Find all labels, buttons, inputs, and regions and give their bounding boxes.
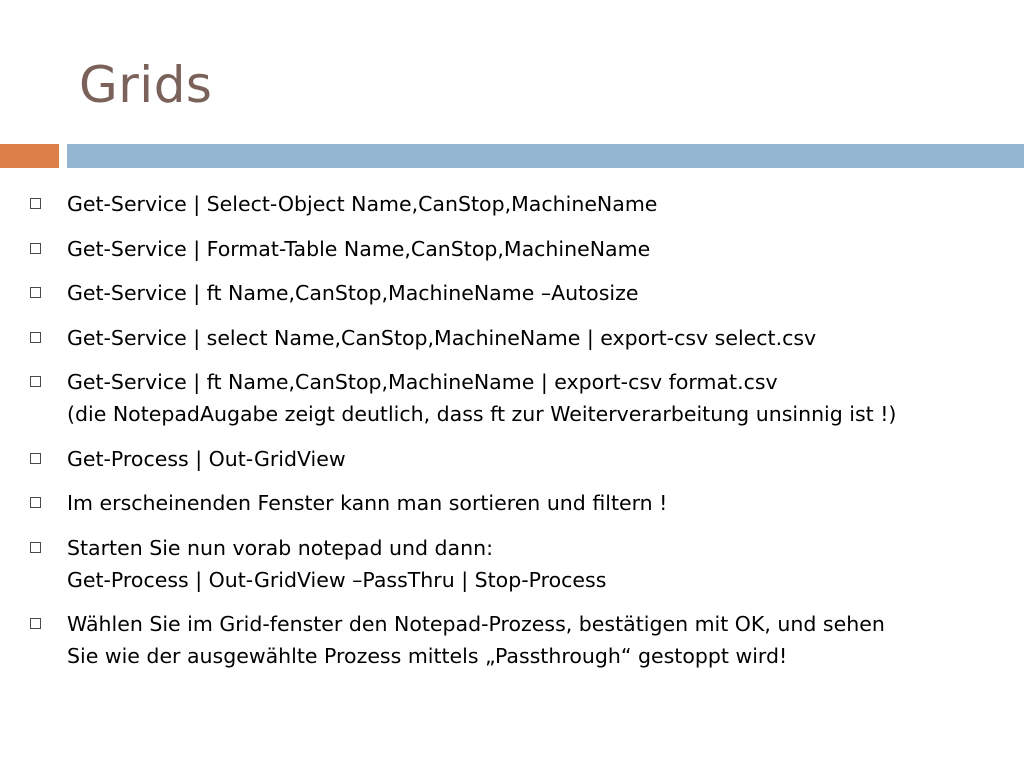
- bullet-text: Get-Service | Format-Table Name,CanStop,MachineName: [67, 236, 651, 261]
- square-bullet-icon: [30, 376, 41, 387]
- title-divider-bar: [67, 144, 1024, 168]
- bullet-item: [30, 366, 1010, 430]
- bullet-item: [30, 532, 1010, 596]
- bullet-item: [30, 188, 1010, 220]
- square-bullet-icon: [30, 287, 41, 298]
- square-bullet-icon: [30, 542, 41, 553]
- bullet-item: [30, 443, 1010, 475]
- bullet-item: [30, 233, 1010, 265]
- square-bullet-icon: [30, 497, 41, 508]
- bullet-text-continuation: Sie wie der ausgewählte Prozess mittels „Passthrough“ gestoppt wird!: [67, 644, 788, 668]
- bullet-text: Get-Service | Select-Object Name,CanStop,MachineName: [67, 192, 658, 216]
- square-bullet-icon: [30, 243, 41, 254]
- square-bullet-icon: [30, 618, 41, 629]
- bullet-item: [30, 608, 1010, 672]
- slide-title: Grids: [79, 56, 213, 114]
- bullet-text: Get-Service | ft Name,CanStop,MachineName | export-csv format.csv: [67, 370, 778, 394]
- bullet-text: Im erscheinenden Fenster kann man sortieren und filtern !: [67, 491, 668, 515]
- bullet-text: Get-Process | Out-GridView: [67, 446, 346, 471]
- bullet-text-continuation: Get-Process | Out-GridView –PassThru | Stop-Process: [67, 567, 607, 592]
- title-accent-bar: [0, 144, 59, 168]
- bullet-text-continuation: (die NotepadAugabe zeigt deutlich, dass ft zur Weiterverarbeitung unsinnig ist !): [67, 402, 897, 426]
- bullet-text: Get-Service | ft Name,CanStop,MachineName –Autosize: [67, 281, 639, 305]
- bullet-text: Starten Sie nun vorab notepad und dann:: [67, 535, 493, 560]
- bullet-text: Get-Service | select Name,CanStop,MachineName | export-csv select.csv: [67, 325, 817, 350]
- bullet-text: Wählen Sie im Grid-fenster den Notepad-Prozess, bestätigen mit OK, und sehen: [67, 612, 885, 636]
- bullet-item: [30, 487, 1010, 519]
- square-bullet-icon: [30, 453, 41, 464]
- square-bullet-icon: [30, 332, 41, 343]
- bullet-item: [30, 277, 1010, 309]
- square-bullet-icon: [30, 198, 41, 209]
- bullet-item: [30, 322, 1010, 354]
- bullet-list: [30, 188, 1010, 685]
